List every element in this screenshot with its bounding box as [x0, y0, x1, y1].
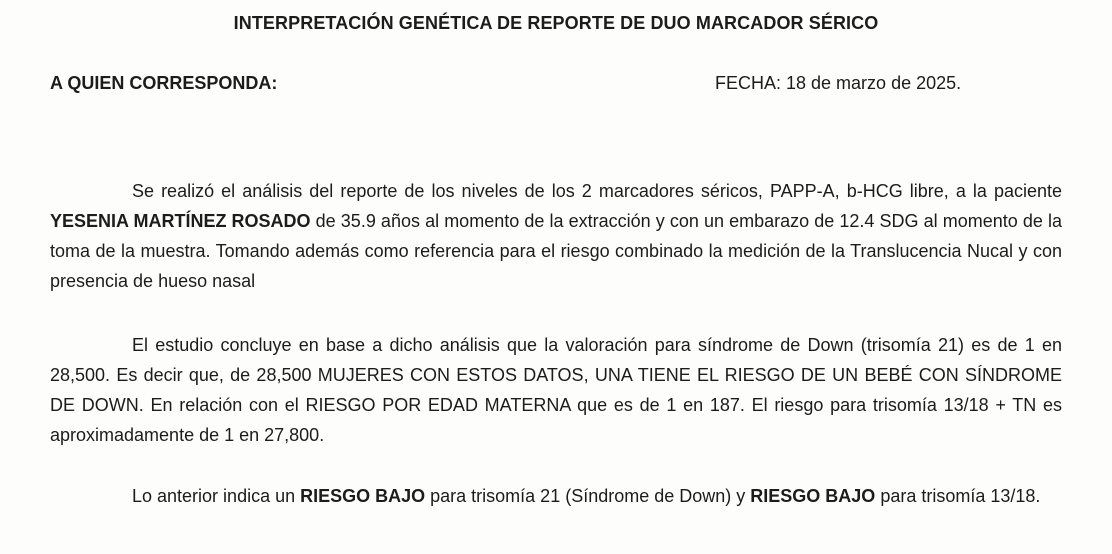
paragraph-analysis-part2: de 35.9 años al momento de la extracción y con un embarazo de 12.4 SDG al momento de la toma de la muestra. Tomando además como referencia para el riesgo combinado la medición de la Translucencia Nucal y con presencia de hueso nasal [50, 211, 1062, 291]
paragraph-conclusion-text: El estudio concluye en base a dicho análisis que la valoración para síndrome de Down (trisomía 21) es de 1 en 28,500. Es decir que, de 28,500 MUJERES CON ESTOS DATOS, UNA TIENE EL RIESGO DE UN BEBÉ CON SÍNDROME DE DOWN. En relación con el RIESGO POR EDAD MATERNA que es de 1 en 187. El riesgo para trisomía 13/18 + TN es aproximadamente de 1 en 27,800. [50, 335, 1062, 445]
addressee: A QUIEN CORRESPONDA: [50, 73, 278, 93]
paragraph-risk-part3: para trisomía 13/18. [875, 486, 1041, 506]
paragraph-risk-summary [50, 481, 1062, 511]
paragraph-analysis [50, 176, 1062, 296]
paragraph-risk-part1: Lo anterior indica un [132, 486, 301, 506]
paragraph-analysis-part1: Se realizó el análisis del reporte de los niveles de los 2 marcadores séricos, PAPP-A, b-HCG libre, a la paciente [132, 181, 1062, 201]
paragraph-risk-part2: para trisomía 21 (Síndrome de Down) y [425, 486, 751, 506]
report-date: FECHA: 18 de marzo de 2025. [715, 73, 962, 93]
risk-level-trisomy21: RIESGO BAJO [300, 486, 426, 506]
patient-name: YESENIA MARTÍNEZ ROSADO [50, 211, 311, 231]
paragraph-conclusion [50, 330, 1062, 450]
document-title: INTERPRETACIÓN GENÉTICA DE REPORTE DE DUO MARCADOR SÉRICO [233, 13, 879, 33]
risk-level-trisomy13-18: RIESGO BAJO [750, 486, 876, 506]
